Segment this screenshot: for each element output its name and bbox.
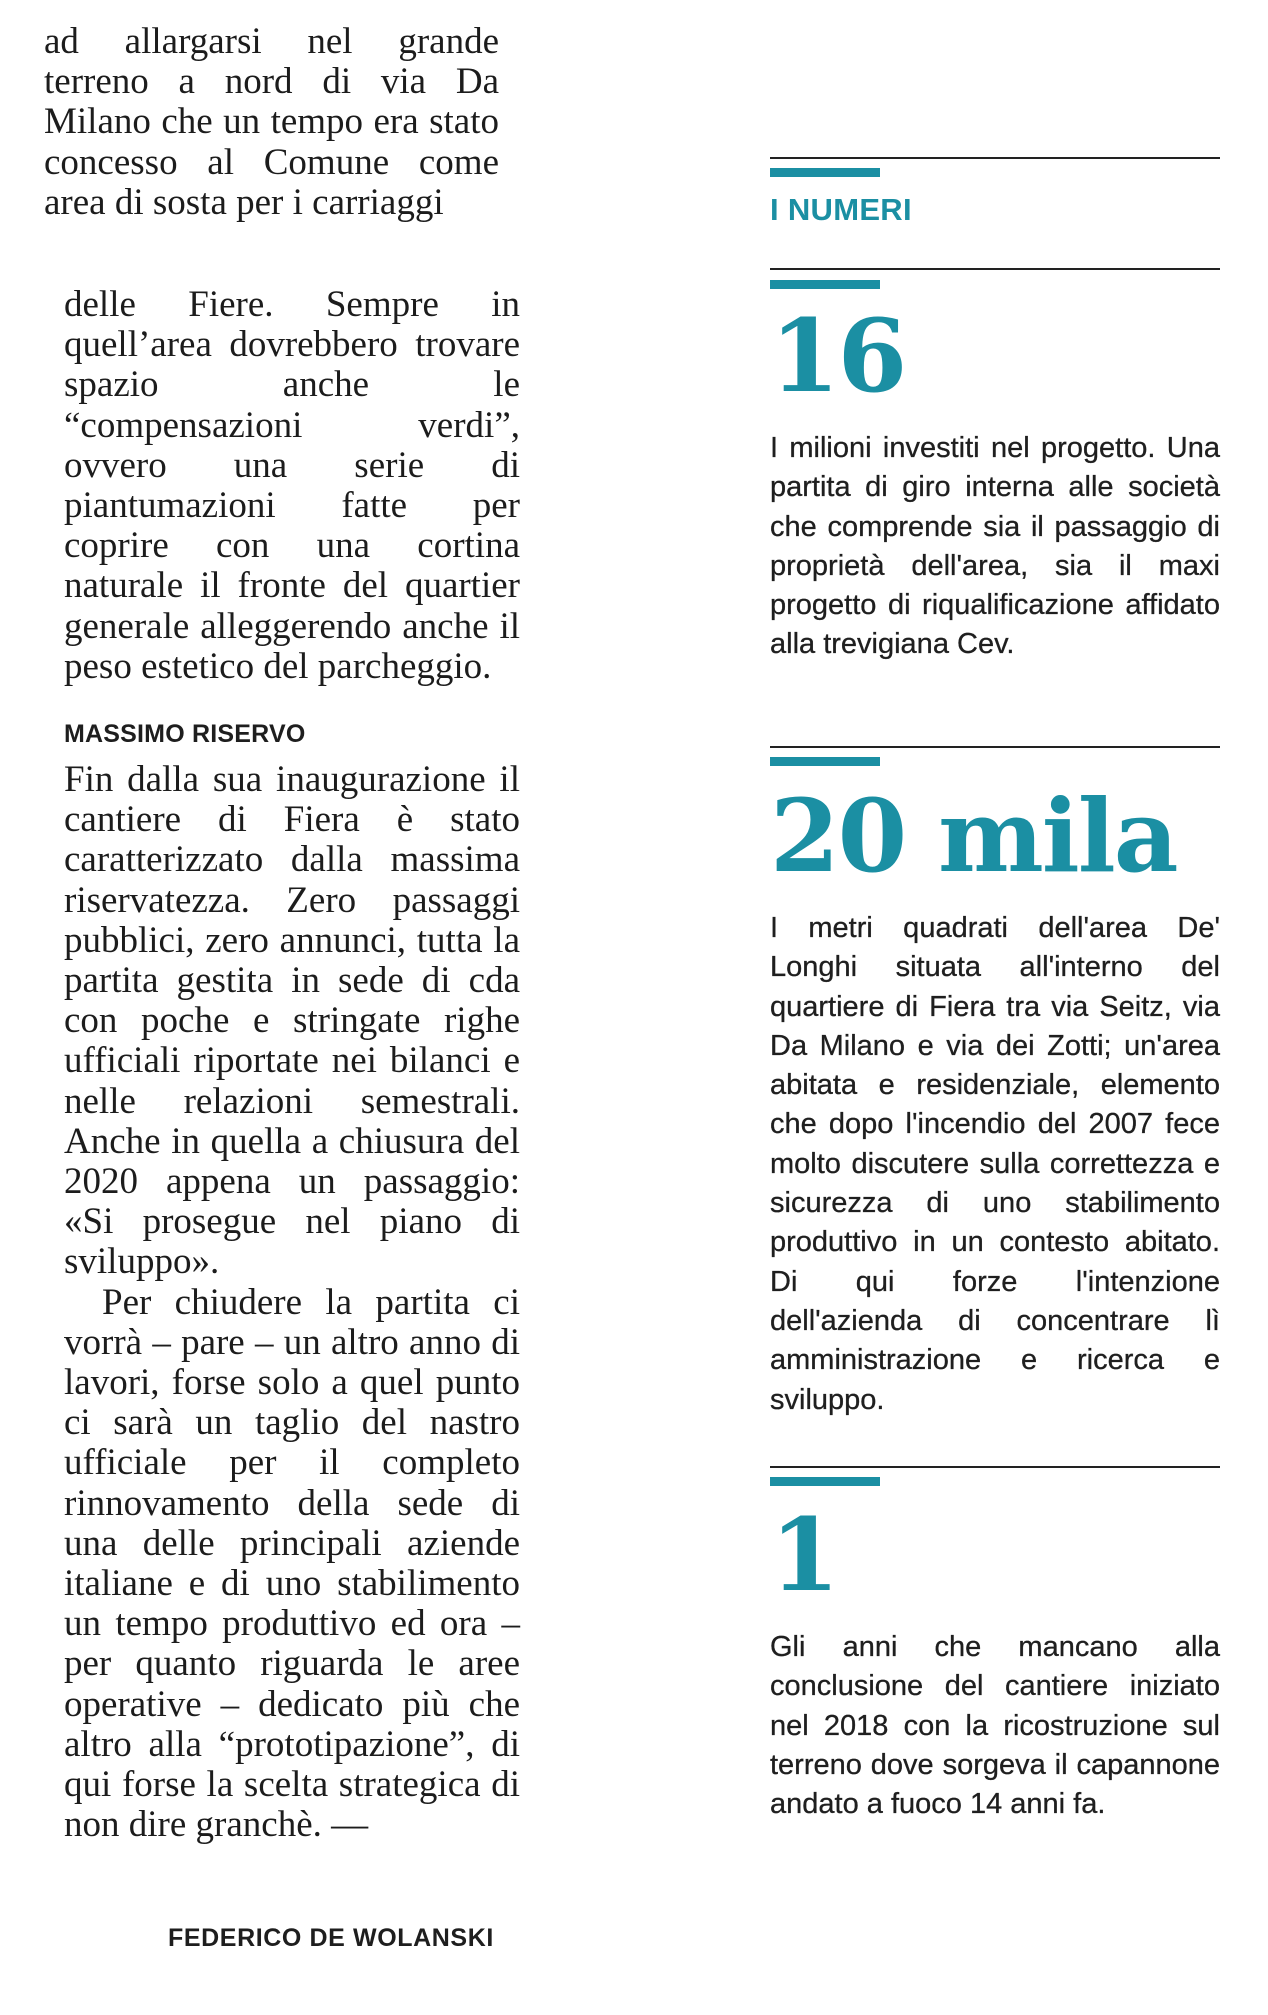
item-3-rule <box>770 1466 1220 1468</box>
box-title: I NUMERI <box>770 192 912 227</box>
item-2-description: I metri quadrati dell'area De' Longhi situata all'interno del quartiere di Fiera tra via Seitz, via Da Milano e via dei Zotti; un'area abitata e residenziale, elemento che dopo l'incendio del 2007 fece molto discutere sulla correttezza e sicurezza di uno stabilimento produttivo in un contesto abitato. Di qui forze l'intenzione dell'azienda di concentrare lì amministrazione e ricerca e sviluppo. <box>770 912 1220 1416</box>
item-2-accent-bar <box>770 757 880 766</box>
article-top-paragraph <box>44 22 499 223</box>
item-1-rule <box>770 268 1220 270</box>
item-1-accent-bar <box>770 280 880 289</box>
section-kicker: MASSIMO RISERVO <box>64 720 306 748</box>
left-paragraph-3: Per chiudere la partita ci vorrà – pare – un altro anno di lavori, forse solo a quel punto ci sarà un taglio del nastro ufficiale per il completo rinnovamento della sede di una delle principali aziende italiane e di uno stabilimento un tempo produttivo ed ora – per quanto riguarda le aree operative – dedicato più che altro alla “prototipazione”, di qui forse la scelta strategica di non dire granchè. — <box>64 1281 520 1846</box>
item-1-description: I milioni investiti nel progetto. Una partita di giro interna alle società che comprende sia il passaggio di proprietà dell'area, sia il maxi progetto di riqualificazione affidato alla trevigiana Cev. <box>770 432 1220 661</box>
item-3-description: Gli anni che mancano alla conclusione del cantiere iniziato nel 2018 con la ricostruzione sul terreno dove sorgeva il capannone andato a fuoco 14 anni fa. <box>770 1631 1220 1821</box>
box-top-rule <box>770 157 1220 159</box>
box-accent-bar <box>770 168 880 177</box>
article-left-column-part-2 <box>64 760 520 1845</box>
item-2-value: 20 mila <box>770 777 1177 895</box>
left-paragraph-1: delle Fiere. Sempre in quell’area dovrebbero trovare spazio anche le “compensazioni verdi”, ovvero una serie di piantumazioni fatte per coprire con una cortina naturale il fronte del quartier generale alleggerendo anche il peso estetico del parcheggio. <box>64 284 520 687</box>
left-paragraph-2: Fin dalla sua inaugurazione il cantiere di Fiera è stato caratterizzato dalla massima riservatezza. Zero passaggi pubblici, zero annunci, tutta la partita gestita in sede di cda con poche e stringate righe ufficiali riportate nei bilanci e nelle relazioni semestrali. Anche in quella a chiusura del 2020 appena un passaggio: «Si prosegue nel piano di sviluppo». <box>64 759 520 1283</box>
article-author: FEDERICO DE WOLANSKI <box>168 1924 494 1952</box>
item-2-rule <box>770 746 1220 748</box>
item-3-accent-bar <box>770 1477 880 1486</box>
item-3-value: 1 <box>770 1496 838 1614</box>
article-left-column-part-1 <box>64 285 520 705</box>
item-1-value: 16 <box>770 297 906 415</box>
top-paragraph-text: ad allargarsi nel grande terreno a nord di via Da Milano che un tempo era stato concesso al Comune come area di sosta per i carriaggi <box>44 21 499 223</box>
